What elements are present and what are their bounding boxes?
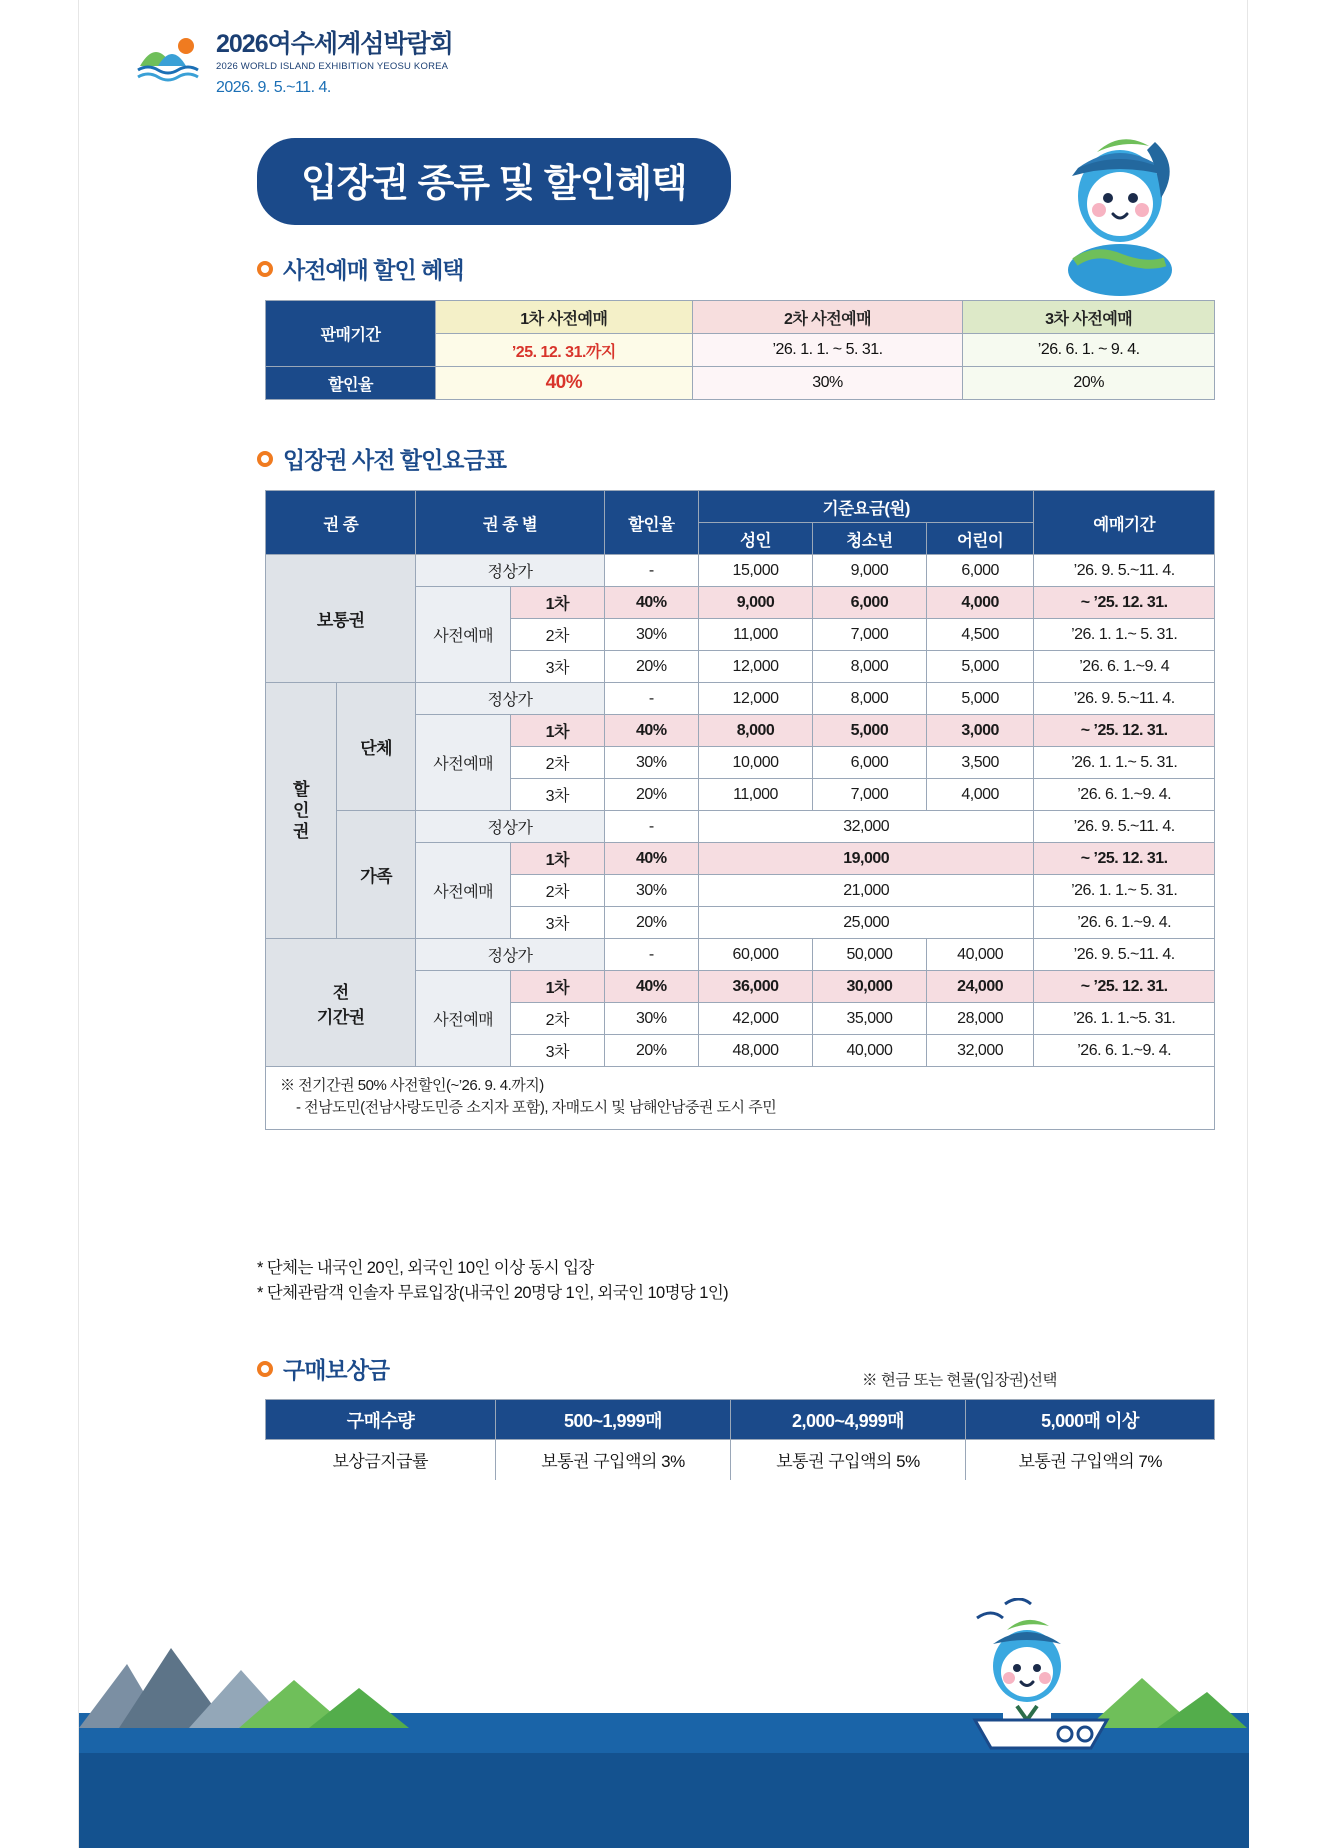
th-rate: 할인율 (604, 491, 699, 555)
cell-normal-regular-rate: - (604, 555, 699, 587)
cell-normal-stage2-youth: 7,000 (812, 619, 926, 651)
cell-group-stage3-period: ’26. 6. 1.~9. 4. (1034, 779, 1215, 811)
th-kind-detail: 권 종 별 (416, 491, 604, 555)
cell-normal-stage3-rate: 20% (604, 651, 699, 683)
logo-subtitle: 2026 WORLD ISLAND EXHIBITION YEOSU KOREA (216, 61, 449, 72)
footnote-line2: * 단체관람객 인솔자 무료입장(내국인 20명당 1인, 외국인 10명당 1인) (257, 1283, 729, 1302)
cell-group-normal: 보통권 (266, 555, 416, 683)
cell-family-stage2-rate: 30% (604, 875, 699, 907)
th-base-fee: 기준요금(원) (699, 491, 1034, 523)
cell-group-stage3-adult: 11,000 (699, 779, 813, 811)
footnotes (257, 1256, 728, 1306)
cell-stage2-period: ’26. 1. 1. ~ 5. 31. (692, 334, 963, 367)
cell-full-stage3-child: 32,000 (926, 1035, 1033, 1067)
cell-family-presale-label: 사전예매 (416, 843, 511, 939)
cell-full-stage1-rate: 40% (604, 971, 699, 1003)
cell-full-stage2-youth: 35,000 (812, 1003, 926, 1035)
cell-stage1-header: 1차 사전예매 (436, 301, 693, 334)
table-row (266, 301, 1215, 334)
th-range-2: 2,000~4,999매 (731, 1400, 966, 1440)
poster-page (78, 0, 1248, 1848)
cell-family-regular-label: 정상가 (416, 811, 604, 843)
table-row (266, 683, 1215, 715)
cell-family-stage1-rate: 40% (604, 843, 699, 875)
cell-full-regular-period: ’26. 9. 5.~11. 4. (1034, 939, 1215, 971)
logo-title: 2026여수세계섬박람회 (216, 30, 453, 58)
section-heading-pricetable (257, 442, 506, 475)
bullet-icon (257, 1361, 273, 1377)
cell-normal-stage1: 1차 (511, 587, 605, 619)
cell-normal-regular-youth: 9,000 (812, 555, 926, 587)
cell-family-stage2: 2차 (511, 875, 605, 907)
table-header-row (266, 491, 1215, 523)
table-row (266, 811, 1215, 843)
cell-stage2-header: 2차 사전예매 (692, 301, 963, 334)
cell-full-stage2-period: ’26. 1. 1.~5. 31. (1034, 1003, 1215, 1035)
cell-normal-stage1-period: ~ ’25. 12. 31. (1034, 587, 1215, 619)
mascot-icon (1045, 112, 1195, 292)
cell-normal-stage2-rate: 30% (604, 619, 699, 651)
cell-normal-stage3: 3차 (511, 651, 605, 683)
cell-group-stage2-period: ’26. 1. 1.~ 5. 31. (1034, 747, 1215, 779)
cell-family-stage3-period: ’26. 6. 1.~9. 4. (1034, 907, 1215, 939)
cell-group-stage3-child: 4,000 (926, 779, 1033, 811)
cell-group-regular-label: 정상가 (416, 683, 604, 715)
cell-subgroup-group: 단체 (336, 683, 416, 811)
cell-group-stage3: 3차 (511, 779, 605, 811)
cell-reward-rate-label: 보상금지급률 (266, 1440, 496, 1480)
cell-reward-value-2: 보통권 구입액의 5% (731, 1440, 966, 1480)
cell-family-regular-rate: - (604, 811, 699, 843)
cell-normal-regular-label: 정상가 (416, 555, 604, 587)
cell-family-stage1: 1차 (511, 843, 605, 875)
cell-full-regular-label: 정상가 (416, 939, 604, 971)
cell-full-presale-label: 사전예매 (416, 971, 511, 1067)
th-range-3: 5,000매 이상 (966, 1400, 1215, 1440)
logo-date: 2026. 9. 5.~11. 4. (216, 79, 331, 96)
table-footnote-line2: - 전남도민(전남사랑도민증 소지자 포함), 자매도시 및 남해안남중권 도시 주민 (296, 1098, 777, 1116)
table-header-row (266, 1400, 1215, 1440)
cell-group-regular-period: ’26. 9. 5.~11. 4. (1034, 683, 1215, 715)
th-period: 예매기간 (1034, 491, 1215, 555)
cell-normal-stage3-youth: 8,000 (812, 651, 926, 683)
cell-full-stage3-adult: 48,000 (699, 1035, 813, 1067)
cell-normal-stage2-adult: 11,000 (699, 619, 813, 651)
cell-discount-rate-label: 할인율 (266, 367, 436, 400)
bullet-icon (257, 451, 273, 467)
cell-group-stage2-child: 3,500 (926, 747, 1033, 779)
cell-full-stage1-child: 24,000 (926, 971, 1033, 1003)
cell-stage1-rate: 40% (436, 367, 693, 400)
th-child: 어린이 (926, 523, 1033, 555)
cell-full-regular-child: 40,000 (926, 939, 1033, 971)
section2-title: 입장권 사전 할인요금표 (283, 447, 506, 473)
cell-group-stage2-rate: 30% (604, 747, 699, 779)
cell-normal-stage1-adult: 9,000 (699, 587, 813, 619)
presale-discount-table (265, 300, 1215, 400)
cell-stage3-rate: 20% (963, 367, 1215, 400)
cell-stage2-rate: 30% (692, 367, 963, 400)
event-logo (134, 32, 453, 97)
cell-subgroup-family: 가족 (336, 811, 416, 939)
cell-full-stage1-adult: 36,000 (699, 971, 813, 1003)
cell-group-regular-rate: - (604, 683, 699, 715)
cell-group-stage3-youth: 7,000 (812, 779, 926, 811)
section-heading-reward (257, 1352, 389, 1385)
cell-group-stage3-rate: 20% (604, 779, 699, 811)
cell-normal-regular-period: ’26. 9. 5.~11. 4. (1034, 555, 1215, 587)
table-row (266, 367, 1215, 400)
cell-group-presale-label: 사전예매 (416, 715, 511, 811)
cell-stage1-period: ’25. 12. 31.까지 (436, 334, 693, 367)
cell-full-stage3-youth: 40,000 (812, 1035, 926, 1067)
cell-normal-regular-adult: 15,000 (699, 555, 813, 587)
th-range-1: 500~1,999매 (496, 1400, 731, 1440)
cell-family-regular-period: ’26. 9. 5.~11. 4. (1034, 811, 1215, 843)
cell-family-stage3: 3차 (511, 907, 605, 939)
cell-group-regular-adult: 12,000 (699, 683, 813, 715)
cell-group-regular-youth: 8,000 (812, 683, 926, 715)
reward-cash-note: ※ 현금 또는 현물(입장권)선택 (862, 1372, 1057, 1389)
cell-sale-period-label: 판매기간 (266, 301, 436, 367)
cell-family-stage1-period: ~ ’25. 12. 31. (1034, 843, 1215, 875)
cell-family-stage3-price: 25,000 (699, 907, 1034, 939)
cell-full-stage2: 2차 (511, 1003, 605, 1035)
cell-group-fullperiod: 전 기간권 (266, 939, 416, 1067)
section1-title: 사전예매 할인 혜택 (283, 257, 464, 283)
cell-normal-stage3-period: ’26. 6. 1.~9. 4 (1034, 651, 1215, 683)
mascot-boat-icon (957, 1598, 1097, 1758)
cell-normal-stage1-youth: 6,000 (812, 587, 926, 619)
table-row (266, 1067, 1215, 1130)
cell-family-regular-price: 32,000 (699, 811, 1034, 843)
table-footnote-line1: ※ 전기간권 50% 사전할인(~’26. 9. 4.까지) (280, 1077, 544, 1094)
table-row (266, 1440, 1215, 1480)
cell-family-stage2-price: 21,000 (699, 875, 1034, 907)
cell-full-regular-youth: 50,000 (812, 939, 926, 971)
cell-full-regular-adult: 60,000 (699, 939, 813, 971)
page-title: 입장권 종류 및 할인혜택 (257, 138, 731, 225)
cell-full-stage2-rate: 30% (604, 1003, 699, 1035)
purchase-reward-table (265, 1399, 1215, 1480)
cell-normal-stage1-rate: 40% (604, 587, 699, 619)
cell-normal-regular-child: 6,000 (926, 555, 1033, 587)
cell-stage3-header: 3차 사전예매 (963, 301, 1215, 334)
th-kind: 권 종 (266, 491, 416, 555)
cell-normal-stage2: 2차 (511, 619, 605, 651)
cell-full-stage1-period: ~ ’25. 12. 31. (1034, 971, 1215, 1003)
cell-group-stage1-youth: 5,000 (812, 715, 926, 747)
logo-emblem-icon (134, 32, 206, 80)
cell-family-stage3-rate: 20% (604, 907, 699, 939)
cell-full-stage3-rate: 20% (604, 1035, 699, 1067)
cell-normal-stage2-child: 4,500 (926, 619, 1033, 651)
cell-group-stage2: 2차 (511, 747, 605, 779)
cell-full-stage2-child: 28,000 (926, 1003, 1033, 1035)
cell-family-stage1-price: 19,000 (699, 843, 1034, 875)
table-row (266, 939, 1215, 971)
cell-group-stage2-youth: 6,000 (812, 747, 926, 779)
cell-group-stage1-adult: 8,000 (699, 715, 813, 747)
cell-group-discount: 할 인 권 (266, 683, 337, 939)
th-youth: 청소년 (812, 523, 926, 555)
cell-full-regular-rate: - (604, 939, 699, 971)
th-adult: 성인 (699, 523, 813, 555)
cell-group-stage1: 1차 (511, 715, 605, 747)
cell-group-stage1-rate: 40% (604, 715, 699, 747)
cell-normal-stage3-child: 5,000 (926, 651, 1033, 683)
cell-normal-stage3-adult: 12,000 (699, 651, 813, 683)
cell-full-stage1-youth: 30,000 (812, 971, 926, 1003)
cell-group-stage1-child: 3,000 (926, 715, 1033, 747)
mountain-decoration-left (79, 1618, 409, 1728)
cell-family-stage2-period: ’26. 1. 1.~ 5. 31. (1034, 875, 1215, 907)
cell-reward-value-1: 보통권 구입액의 3% (496, 1440, 731, 1480)
table-footnote (266, 1067, 1215, 1130)
cell-group-stage1-period: ~ ’25. 12. 31. (1034, 715, 1215, 747)
cell-normal-stage1-child: 4,000 (926, 587, 1033, 619)
ticket-price-table (265, 490, 1215, 1130)
th-quantity: 구매수량 (266, 1400, 496, 1440)
bullet-icon (257, 261, 273, 277)
cell-stage3-period: ’26. 6. 1. ~ 9. 4. (963, 334, 1215, 367)
section-heading-presale (257, 252, 464, 285)
cell-normal-stage2-period: ’26. 1. 1.~ 5. 31. (1034, 619, 1215, 651)
section3-title: 구매보상금 (283, 1357, 390, 1383)
cell-full-stage1: 1차 (511, 971, 605, 1003)
cell-full-stage3-period: ’26. 6. 1.~9. 4. (1034, 1035, 1215, 1067)
cell-reward-value-3: 보통권 구입액의 7% (966, 1440, 1215, 1480)
cell-group-stage2-adult: 10,000 (699, 747, 813, 779)
cell-normal-presale-label: 사전예매 (416, 587, 511, 683)
footnote-line1: * 단체는 내국인 20인, 외국인 10인 이상 동시 입장 (257, 1259, 594, 1277)
cell-full-stage3: 3차 (511, 1035, 605, 1067)
cell-group-regular-child: 5,000 (926, 683, 1033, 715)
table-row (266, 555, 1215, 587)
cell-full-stage2-adult: 42,000 (699, 1003, 813, 1035)
